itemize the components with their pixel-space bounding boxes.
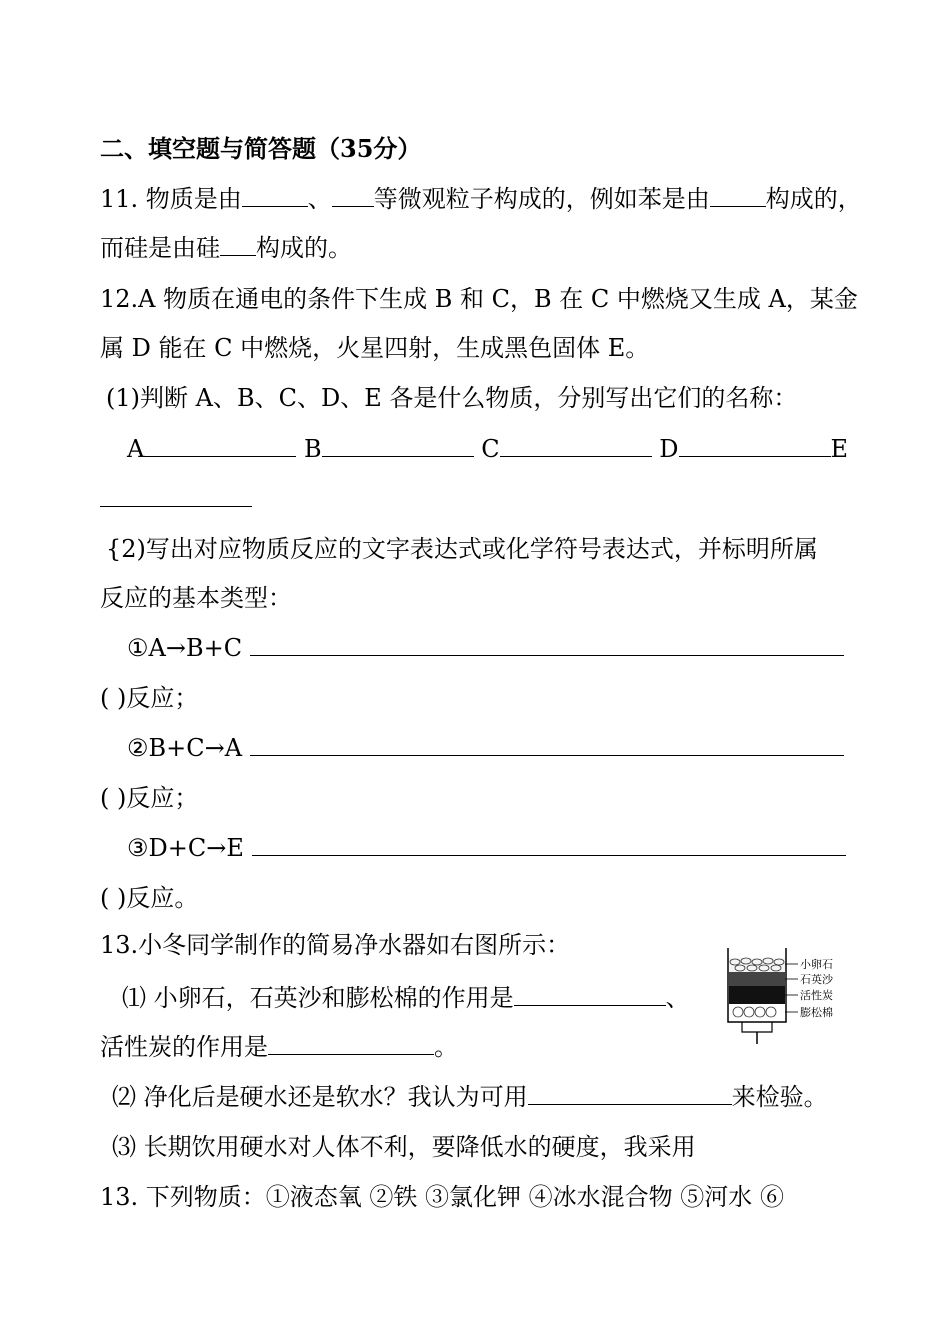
q13-sub2 bbox=[112, 1082, 828, 1112]
q11-line2 bbox=[100, 233, 352, 263]
q13-sub1-line2 bbox=[100, 1032, 458, 1062]
q13-sub1-blank-1[interactable] bbox=[514, 983, 666, 1006]
q13-sub1-text: ⑴ 小卵石，石英沙和膨松棉的作用是 bbox=[122, 984, 514, 1012]
reaction-1-label: ①A→B+C bbox=[127, 634, 243, 662]
blank-c[interactable] bbox=[500, 434, 652, 457]
blank-e-row bbox=[100, 484, 252, 514]
q11-text-f: 构成的。 bbox=[256, 234, 352, 262]
sand-layer bbox=[729, 972, 785, 986]
label-b: B bbox=[303, 435, 322, 463]
reaction-1 bbox=[127, 633, 844, 663]
q12-part1: (1)判断 A、B、C、D、E 各是什么物质，分别写出它们的名称： bbox=[106, 384, 798, 412]
label-pebbles: 小卵石 bbox=[800, 958, 833, 971]
label-a: A bbox=[127, 435, 145, 463]
label-e: E bbox=[830, 435, 849, 463]
blank-e[interactable] bbox=[100, 484, 252, 507]
blank-a[interactable] bbox=[144, 434, 296, 457]
q11-blank-2[interactable] bbox=[332, 184, 374, 207]
water-filter-figure bbox=[722, 940, 862, 1050]
q12-line1: 12.A 物质在通电的条件下生成 B 和 C，B 在 C 中燃烧又生成 A，某金 bbox=[100, 285, 858, 313]
q11-text-e: 而硅是由硅 bbox=[100, 234, 220, 262]
filter-outlet bbox=[742, 1022, 772, 1032]
q11-text-a: 11. 物质是由 bbox=[100, 185, 242, 213]
blank-d[interactable] bbox=[679, 434, 831, 457]
charcoal-layer bbox=[729, 986, 785, 1004]
reaction-2-type: ( )反应； bbox=[100, 784, 199, 812]
reaction-2-label: ②B+C→A bbox=[127, 734, 243, 762]
q13b-line: 13. 下列物质：①液态氧 ②铁 ③氯化钾 ④冰水混合物 ⑤河水 ⑥ bbox=[100, 1183, 784, 1211]
q13-sub2-text: ⑵ 净化后是硬水还是软水？我认为可用 bbox=[112, 1083, 528, 1111]
q13-sub1-sep: 、 bbox=[665, 984, 690, 1012]
label-charcoal: 活性炭 bbox=[800, 989, 833, 1002]
label-c: C bbox=[481, 435, 500, 463]
q13-sub1-text-c: 活性炭的作用是 bbox=[100, 1033, 268, 1061]
q13-title: 13.小冬同学制作的简易净水器如右图所示： bbox=[100, 931, 571, 959]
reaction-2 bbox=[127, 733, 844, 763]
q13-sub2-text-b: 来检验。 bbox=[731, 1083, 828, 1111]
section-title: 二、填空题与简答题（35分） bbox=[100, 134, 422, 163]
q13-sub2-blank[interactable] bbox=[528, 1082, 732, 1105]
q13-sub3: ⑶ 长期饮用硬水对人体不利，要降低水的硬度，我采用 bbox=[112, 1133, 696, 1161]
reaction-3-blank[interactable] bbox=[252, 833, 846, 856]
q11-text-c: 等微观粒子构成的，例如苯是由 bbox=[373, 185, 710, 213]
blank-b[interactable] bbox=[322, 434, 474, 457]
reaction-1-blank[interactable] bbox=[250, 633, 844, 656]
reaction-3-label: ③D+C→E bbox=[127, 834, 244, 862]
q12-answer-row bbox=[127, 434, 848, 464]
label-cotton: 膨松棉 bbox=[800, 1006, 833, 1019]
pebble-layer bbox=[729, 958, 785, 972]
cotton-layer bbox=[729, 1004, 785, 1021]
q11-blank-3[interactable] bbox=[710, 184, 766, 207]
q11-blank-1[interactable] bbox=[242, 184, 308, 207]
q12-part2-line1: {2)写出对应物质反应的文字表达式或化学符号表达式，并标明所属 bbox=[106, 535, 818, 563]
q11-text-d: 构成的， bbox=[765, 185, 862, 213]
q13-sub1-blank-2[interactable] bbox=[268, 1032, 434, 1055]
reaction-1-type: ( )反应； bbox=[100, 684, 199, 712]
q12-part2-line2: 反应的基本类型： bbox=[100, 584, 292, 612]
q11-text-b: 、 bbox=[307, 185, 332, 213]
q11-line1 bbox=[100, 184, 862, 214]
label-sand: 石英沙 bbox=[800, 973, 833, 986]
reaction-2-blank[interactable] bbox=[250, 733, 844, 756]
label-d: D bbox=[659, 435, 679, 463]
q13-sub1-text-d: 。 bbox=[434, 1033, 458, 1061]
q13-sub1 bbox=[122, 983, 690, 1013]
reaction-3 bbox=[127, 833, 846, 863]
q11-blank-4[interactable] bbox=[220, 233, 256, 256]
reaction-3-type: ( )反应。 bbox=[100, 884, 199, 912]
q12-line2: 属 D 能在 C 中燃烧，火星四射，生成黑色固体 E。 bbox=[100, 334, 650, 362]
